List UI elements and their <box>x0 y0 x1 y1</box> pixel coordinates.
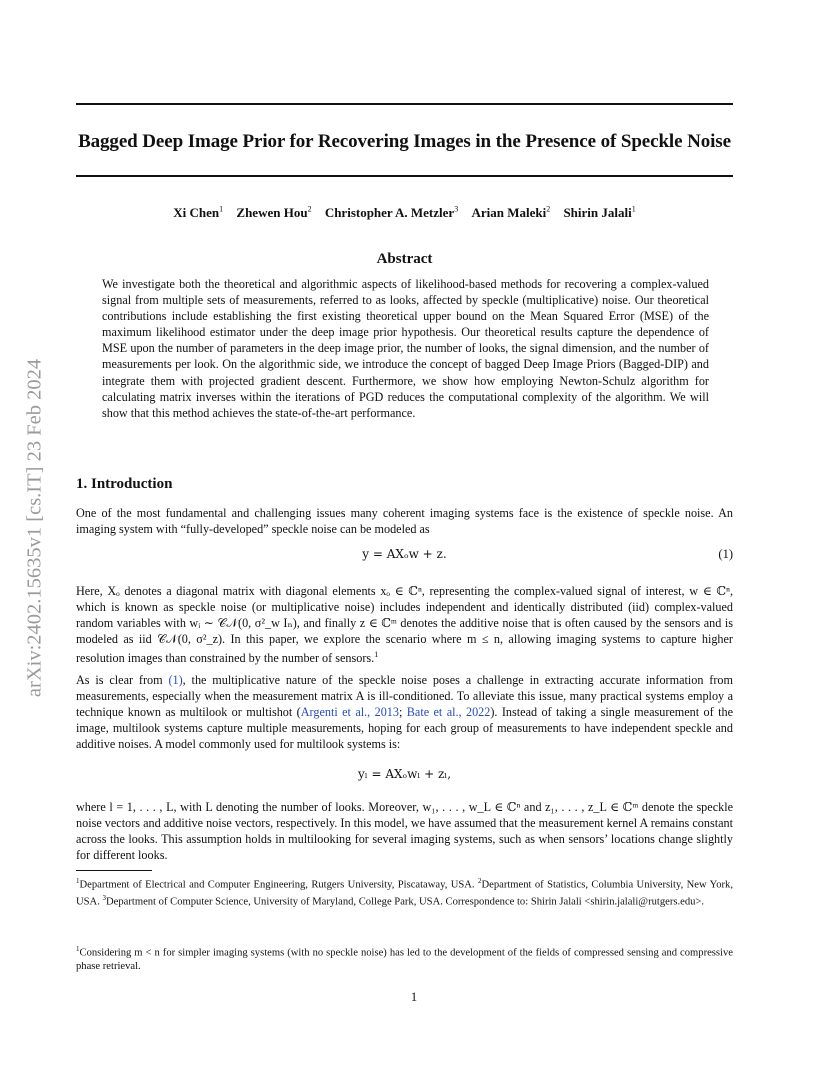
notation-paragraph: Here, Xₒ denotes a diagonal matrix with diagonal elements xₒ ∈ ℂⁿ, representing the complex-valued signal of interest, w ∈ ℂⁿ, which is known as speckle noise (or multiplicative noise) includes independent and identically distributed (iid) complex-valued random variables with wᵢ ∼ 𝒞𝒩(0, σ²_w Iₙ), and finally z ∈ ℂᵐ denotes the additive noise that is often caused by the sensors and is modeled as iid 𝒞𝒩(0, σ²_z). In this paper, we explore the scenario where m ≤ n, allowing imaging systems to capture higher resolution images than constrained by the number of sensors.$^1$ <box>76 584 733 666</box>
equation-number: (1) <box>718 547 733 561</box>
page-number: 1 <box>410 990 418 1004</box>
footnote-marker[interactable]: 1 <box>374 650 379 660</box>
equation-reference-link[interactable]: (1) <box>168 673 183 687</box>
equation-body: y = AXₒw + z. <box>362 547 447 561</box>
footnote-rule <box>76 870 152 871</box>
citation-link[interactable]: Argenti et al., 2013 <box>300 705 399 720</box>
section-heading: 1. Introduction <box>76 476 173 492</box>
abstract-heading: Abstract <box>376 251 433 267</box>
author: Arian Maleki$^2$ <box>471 205 551 221</box>
author: Zhewen Hou$^2$ <box>236 205 312 221</box>
arxiv-identifier-watermark[interactable]: arXiv:2402.15635v1 [cs.IT] 23 Feb 2024 <box>23 358 46 698</box>
equation-1 <box>76 547 733 565</box>
abstract-text: We investigate both the theoretical and algorithmic aspects of likelihood-based methods for recovering a complex-valued signal from multiple sets of measurements, referred to as looks, affected by speckle (multiplicative) noise. Our theoretical contributions include establishing the first existing theoretical upper bound on the Mean Squared Error (MSE) of the maximum likelihood estimator under the deep image prior hypothesis. Our theoretical results capture the dependence of MSE upon the number of parameters in the deep image prior, the number of looks, the signal dimension, and the number of measurements per look. On the algorithmic side, we introduce the concept of bagged Deep Image Priors (Bagged-DIP) and integrate them with projected gradient descent. Furthermore, we show how employing Newton-Schulz algorithm for calculating matrix inverses within the iterations of PGD reduces the computational complexity of the algorithm. We will show that this method achieves the state-of-the-art performance. <box>102 277 709 420</box>
intro-paragraph: One of the most fundamental and challenging issues many coherent imaging systems face is the existence of speckle noise. An imaging system with “fully-developed” speckle noise can be modeled as <box>76 506 733 537</box>
author: Shirin Jalali$^1$ <box>563 205 636 221</box>
citation-link[interactable]: Bate et al., 2022 <box>406 705 491 720</box>
title-top-rule <box>76 103 733 105</box>
equation-body: yₗ = AXₒwₗ + zₗ, <box>357 767 452 781</box>
equation-multilook <box>76 767 733 785</box>
author: Christopher A. Metzler$^3$ <box>324 205 459 221</box>
title-bottom-rule <box>76 175 733 177</box>
multilook-paragraph: As is clear from (1), the multiplicative nature of the speckle noise poses a challenge in extracting accurate information from measurements, especially when the measurement matrix A is ill-conditioned. To alleviate this issue, many practical systems employ a technique known as multilook or multishot (Argenti et al., 2013; Bate et al., 2022). Instead of taking a single measurement of the image, multilook systems capture multiple measurements, hoping for each group of measurements to have independent speckle and additive noises. A model commonly used for multilook systems is: <box>76 673 733 752</box>
model-paragraph: where l = 1, . . . , L, with L denoting the number of looks. Moreover, w₁, . . . , w_L ∈ ℂⁿ and z₁, . . . , z_L ∈ ℂᵐ denote the speckle noise vectors and additive noise vectors, respectively. In this model, we have assumed that the measurement kernel A remains constant across the looks. This assumption holds in multilooking for several imaging systems, such as when sensors’ locations change slightly for different looks. <box>76 800 733 863</box>
affiliations-footnote: $^1$Department of Electrical and Computer Engineering, Rutgers University, Piscataway, USA. $^2$Department of Statistics, Columbia University, New York, USA. $^3$Department of Computer Science, University of Maryland, College Park, USA. Correspondence to: Shirin Jalali <shirin.jalali@rutgers.edu>. <box>76 877 733 908</box>
paper-title: Bagged Deep Image Prior for Recovering Images in the Presence of Speckle Noise <box>78 131 731 152</box>
author-list <box>60 205 749 221</box>
author: Xi Chen$^1$ <box>173 205 224 221</box>
footnote-1: $^1$Considering m < n for simpler imaging systems (with no speckle noise) has led to the development of the fields of compressed sensing and compressive phase retrieval. <box>76 945 733 973</box>
